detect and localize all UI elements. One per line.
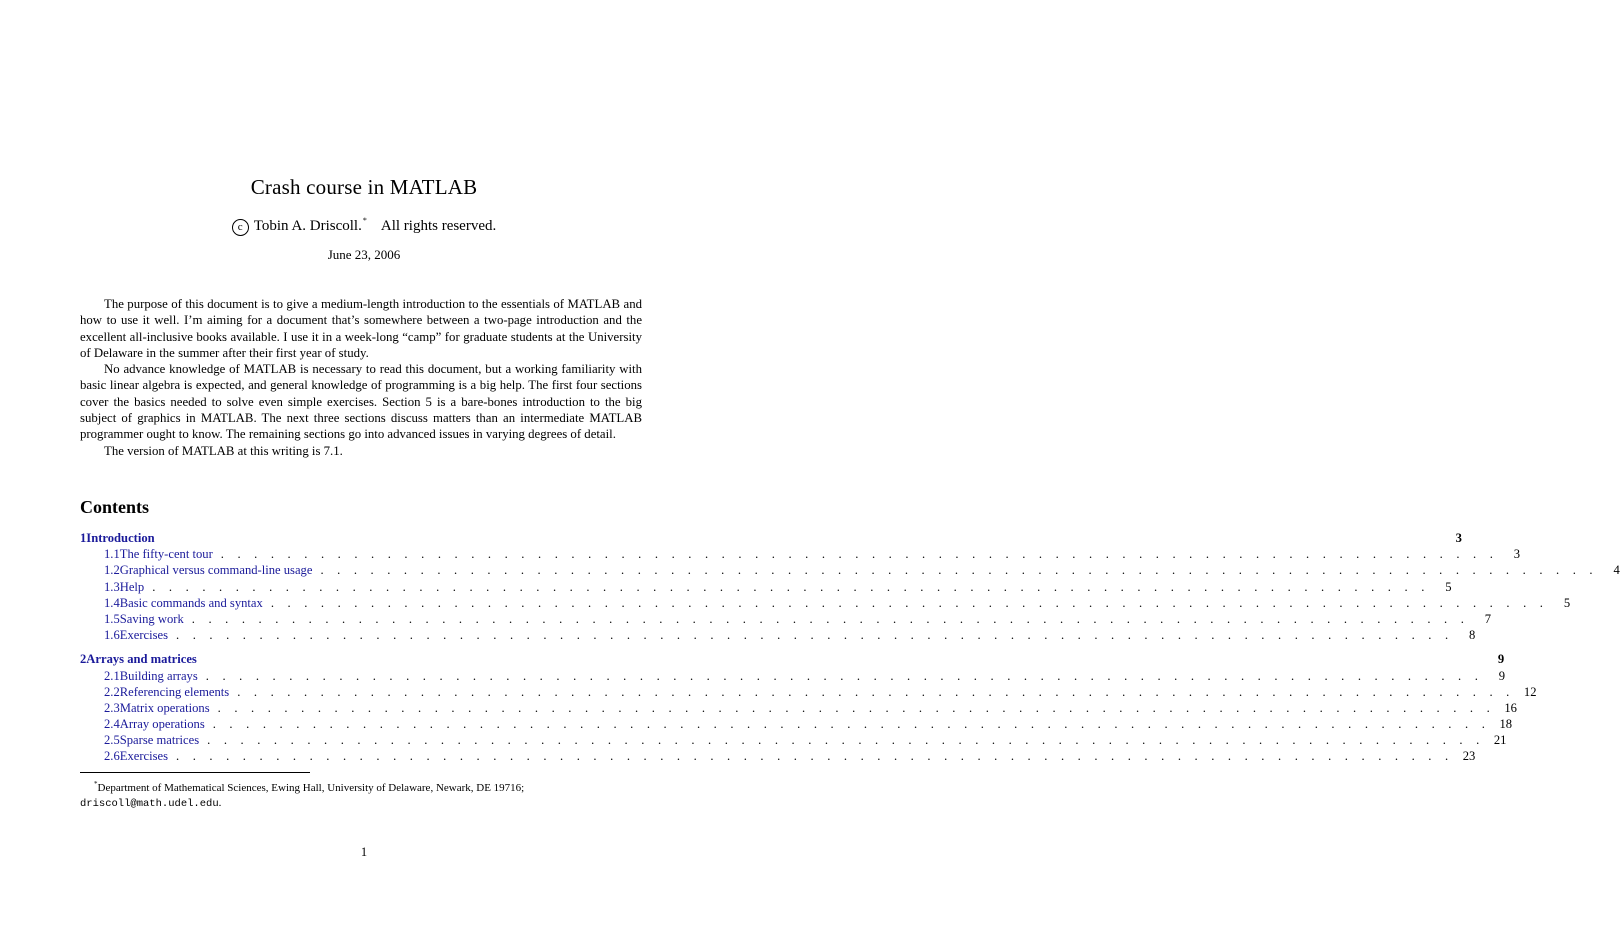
toc-entry[interactable] — [80, 684, 1537, 700]
toc-entry[interactable] — [80, 595, 1571, 611]
footnote-period: . — [218, 797, 222, 809]
toc-entry[interactable] — [80, 579, 1452, 595]
toc-section-1 — [80, 530, 1620, 643]
dot-leader: . . . . . . . . . . . . . . . . . . . . . . . . . . . . . . . . . . . . . . . . . . . . . . . . . . . . . . . . . . . . . . . . . . . . . . . . . . . . . — [191, 611, 1470, 626]
toc-page: 23 — [1462, 749, 1476, 764]
footnote-text: Department of Mathematical Sciences, Ewing Hall, University of Delaware, Newark, DE 19716; — [97, 782, 525, 794]
contents-heading: Contents — [80, 497, 150, 517]
abstract-paragraph-3: The version of MATLAB at this writing is 7.1. — [104, 443, 343, 458]
footnote-mark: * — [94, 780, 98, 788]
toc-title[interactable]: Building arrays — [119, 668, 198, 683]
dot-leader: . . . . . . . . . . . . . . . . . . . . . . . . . . . . . . . . . . . . . . . . . . . . . . . . . . . . . . . . . . . . . . . . . . . . . . . . . . . . . — [205, 668, 1484, 683]
toc-title[interactable]: Array operations — [119, 717, 205, 732]
dot-leader: . . . . . . . . . . . . . . . . . . . . . . . . . . . . . . . . . . . . . . . . . . . . . . . . . . . . . . . . . . . . . . . . . . . . . . . . . . . . . — [176, 628, 1454, 643]
table-of-contents — [80, 530, 1620, 773]
toc-number[interactable]: 1.3 — [104, 579, 120, 594]
copyright-icon: c — [232, 219, 249, 236]
toc-title[interactable]: Arrays and matrices — [86, 652, 197, 667]
dot-leader: . . . . . . . . . . . . . . . . . . . . . . . . . . . . . . . . . . . . . . . . . . . . . . . . . . . . . . . . . . . . . . . . . . . . . . . . . . . . . — [320, 563, 1598, 578]
toc-number[interactable]: 1.4 — [104, 595, 120, 610]
dot-leader: . . . . . . . . . . . . . . . . . . . . . . . . . . . . . . . . . . . . . . . . . . . . . . . . . . . . . . . . . . . . . . . . . . . . . . . . . . . . . — [207, 733, 1485, 748]
toc-number[interactable]: 2.4 — [104, 717, 120, 732]
toc-title[interactable]: Referencing elements — [119, 684, 230, 699]
dot-leader: . . . . . . . . . . . . . . . . . . . . . . . . . . . . . . . . . . . . . . . . . . . . . . . . . . . . . . . . . . . . . . . . . . . . . . . . . . . . . — [270, 595, 1549, 610]
toc-title[interactable]: Introduction — [86, 531, 155, 545]
toc-page: 8 — [1469, 628, 1476, 643]
dot-leader: . . . . . . . . . . . . . . . . . . . . . . . . . . . . . . . . . . . . . . . . . . . . . . . . . . . . . . . . . . . . . . . . . . . . . . . . . . . . . — [220, 547, 1499, 562]
toc-page: 3 — [1513, 547, 1521, 562]
toc-entry[interactable] — [80, 627, 1476, 643]
toc-title[interactable]: Exercises — [119, 628, 169, 643]
dot-leader: . . . . . . . . . . . . . . . . . . . . . . . . . . . . . . . . . . . . . . . . . . . . . . . . . . . . . . . . . . . . . . . . . . . . . . . . . . . . . — [176, 749, 1454, 764]
toc-title[interactable]: The fifty-cent tour — [119, 547, 213, 562]
author-name: Tobin A. Driscoll. — [253, 218, 362, 234]
dot-leader: . . . . . . . . . . . . . . . . . . . . . . . . . . . . . . . . . . . . . . . . . . . . . . . . . . . . . . . . . . . . . . . . . . . . . . . . . . . . . — [212, 717, 1491, 732]
toc-entry[interactable] — [80, 700, 1517, 716]
footnote — [80, 777, 650, 812]
toc-page: 7 — [1484, 611, 1492, 626]
author-line — [0, 216, 728, 236]
abstract-paragraph-1: The purpose of this document is to give a medium-length introduction to the essentials of MATLAB and how to use it well. I’m aiming for a document that’s somewhere between a two-page introduction and the excellent all-inclusive books available. I use it in a week-long “camp” for graduate students at the University of Delaware in the summer after their first year of study. — [80, 297, 642, 360]
toc-number[interactable]: 2.2 — [104, 684, 120, 699]
toc-page: 18 — [1499, 717, 1513, 732]
toc-title[interactable]: Sparse matrices — [119, 733, 200, 748]
toc-entry[interactable] — [80, 668, 1506, 684]
toc-entry[interactable] — [80, 732, 1507, 748]
abstract-paragraph-2: No advance knowledge of MATLAB is necessary to read this document, but a working familiarity with basic linear algebra is expected, and general knowledge of programming is a big help. The first four sections cover the basics needed to solve even simple exercises. Section 5 is a bare-bones introduction to the big subject of graphics in MATLAB. The next three sections discuss matters than an intermediate MATLAB programmer ought to know. The remaining sections go into advanced issues in varying degrees of detail. — [80, 362, 642, 442]
page-number: 1 — [360, 845, 368, 859]
toc-page: 5 — [1563, 595, 1571, 610]
toc-entry[interactable] — [80, 611, 1492, 627]
dot-leader: . . . . . . . . . . . . . . . . . . . . . . . . . . . . . . . . . . . . . . . . . . . . . . . . . . . . . . . . . . . . . . . . . . . . . . . . . . . . . — [237, 684, 1515, 699]
toc-entry-section[interactable] — [80, 651, 1505, 667]
toc-section-2 — [80, 651, 1537, 764]
toc-page: 9 — [1498, 668, 1506, 683]
footnote-marker[interactable]: * — [362, 216, 367, 225]
dot-leader: . . . . . . . . . . . . . . . . . . . . . . . . . . . . . . . . . . . . . . . . . . . . . . . . . . . . . . . . . . . . . . . . . . . . . . . . . . . . . — [152, 579, 1430, 594]
toc-title[interactable]: Saving work — [119, 611, 184, 626]
toc-page: 9 — [1497, 652, 1505, 667]
toc-title[interactable]: Exercises — [119, 749, 169, 764]
toc-number[interactable]: 2.6 — [104, 749, 120, 764]
footnote-line — [80, 777, 650, 796]
toc-page: 21 — [1493, 733, 1507, 748]
toc-number[interactable]: 2.1 — [104, 668, 120, 683]
toc-page: 12 — [1523, 684, 1537, 699]
document-date: June 23, 2006 — [327, 247, 401, 262]
rights-statement: All rights reserved. — [380, 218, 497, 234]
toc-title[interactable]: Basic commands and syntax — [119, 595, 263, 610]
toc-number[interactable]: 1.2 — [104, 563, 120, 578]
dot-leader: . . . . . . . . . . . . . . . . . . . . . . . . . . . . . . . . . . . . . . . . . . . . . . . . . . . . . . . . . . . . . . . . . . . . . . . . . . . . . — [217, 700, 1495, 715]
toc-page: 5 — [1445, 579, 1452, 594]
toc-page: 3 — [1455, 531, 1462, 545]
toc-title[interactable]: Help — [119, 579, 145, 594]
abstract — [80, 296, 642, 459]
footnote-email-line — [80, 796, 650, 812]
toc-page: 16 — [1504, 700, 1517, 715]
toc-number[interactable]: 2.3 — [104, 700, 120, 715]
toc-number[interactable]: 1.5 — [104, 611, 120, 626]
toc-page: 4 — [1613, 563, 1620, 578]
toc-number[interactable]: 1.6 — [104, 628, 120, 643]
toc-entry[interactable] — [80, 562, 1620, 578]
toc-number[interactable]: 1.1 — [104, 547, 120, 562]
toc-title[interactable]: Graphical versus command-line usage — [119, 563, 313, 578]
toc-number[interactable]: 1 — [80, 531, 87, 545]
footnote-rule — [80, 772, 310, 773]
toc-entry[interactable] — [80, 716, 1513, 732]
toc-number[interactable]: 2 — [80, 652, 87, 667]
document-title: Crash course in MATLAB — [250, 175, 478, 199]
author-email-link[interactable]: driscoll@math.udel.edu — [80, 798, 219, 810]
toc-entry[interactable] — [80, 748, 1476, 764]
toc-entry-section[interactable] — [80, 530, 1462, 546]
toc-entry[interactable] — [80, 546, 1521, 562]
toc-number[interactable]: 2.5 — [104, 733, 120, 748]
toc-title[interactable]: Matrix operations — [119, 700, 210, 715]
